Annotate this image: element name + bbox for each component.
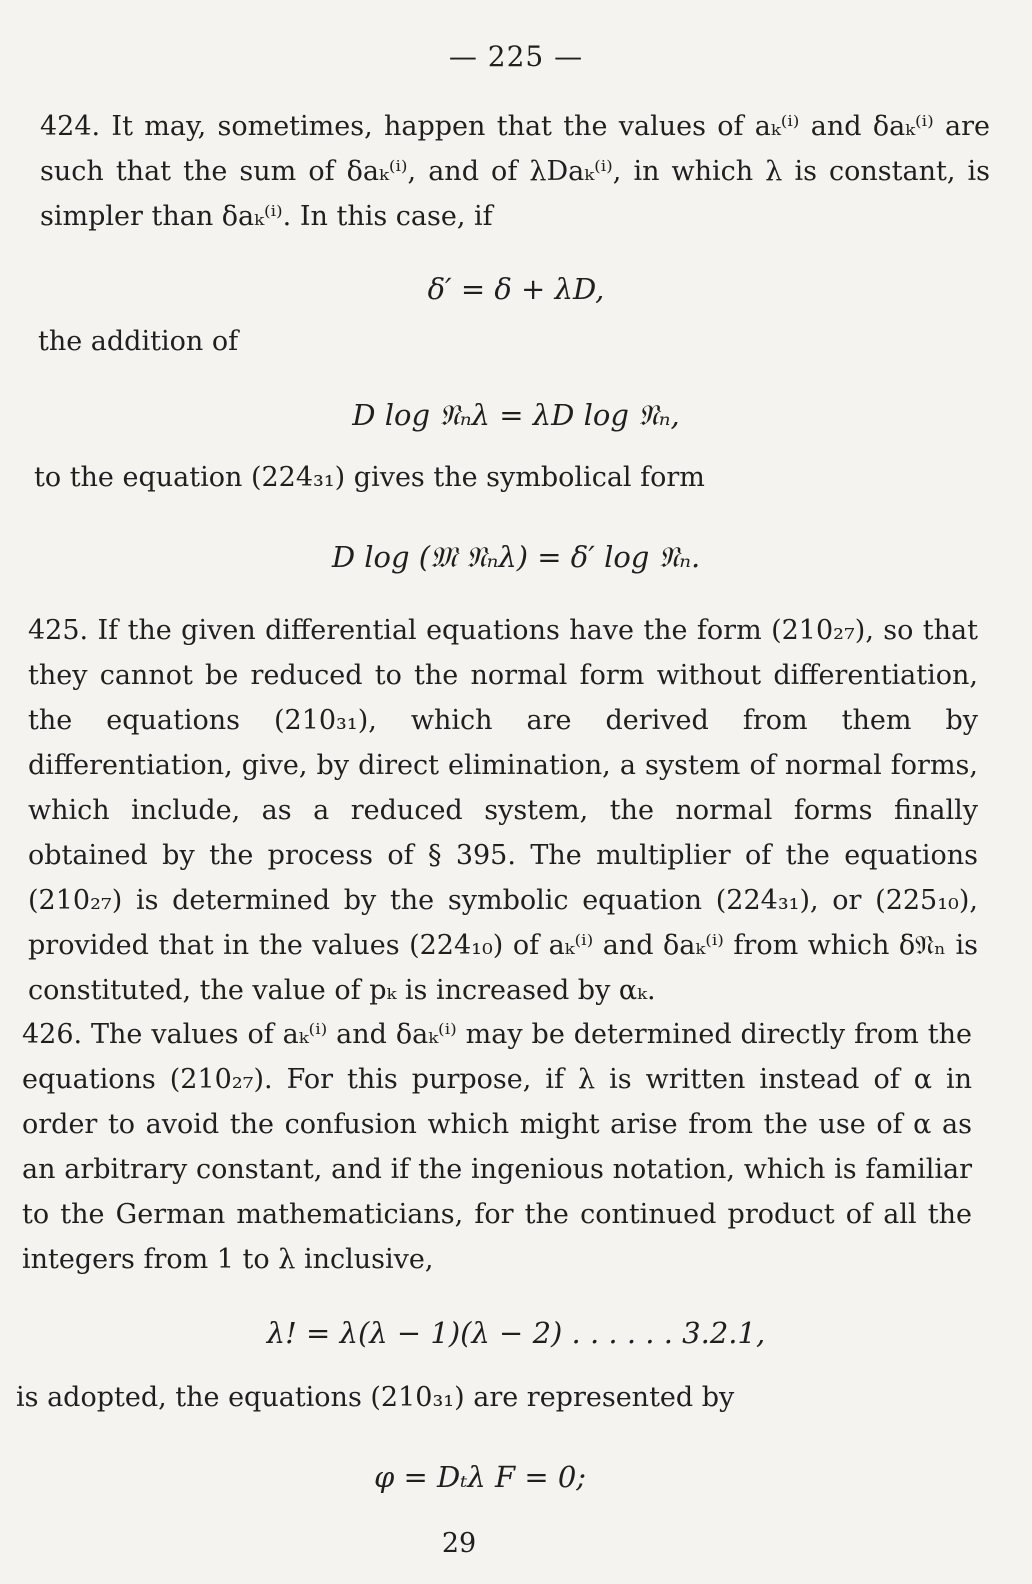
equation-delta-prime: δ′ = δ + λD,: [427, 272, 605, 306]
paragraph-426: 426. The values of aₖ⁽ⁱ⁾ and δaₖ⁽ⁱ⁾ may be determined directly from the equations (210₂₇). For this purpose, if λ is written instead of α in order to avoid the confusion which might arise from the use of α as an arbitrary constant, and if the ingenious notation, which is familiar to the German mathematicians, for the continued product of all the integers from 1 to λ inclusive,: [22, 1019, 972, 1275]
equation-symbolical-form: D log (𝔐 𝔑ₙλ) = δ′ log 𝔑ₙ.: [331, 540, 701, 574]
equation-phi: φ = Dₜλ F = 0;: [373, 1460, 587, 1494]
text-to-the-equation: to the equation (224₃₁) gives the symbolical form: [34, 462, 705, 493]
text-is-adopted: is adopted, the equations (210₃₁) are represented by: [16, 1382, 735, 1413]
page-header: — 225 —: [448, 40, 584, 73]
paragraph-425: 425. If the given differential equations have the form (210₂₇), so that they cannot be reduced to the normal form without differentiation, the equations (210₃₁), which are derived from them by differentiation, give, by direct elimination, a system of normal forms, which include, as a reduced system, the normal forms finally obtained by the process of § 395. The multiplier of the equations (210₂₇) is determined by the symbolic equation (224₃₁), or (225₁₀), provided that in the values (224₁₀) of aₖ⁽ⁱ⁾ and δaₖ⁽ⁱ⁾ from which δ𝔑ₙ is constituted, the value of pₖ is increased by αₖ.: [28, 615, 978, 1006]
equation-factorial: λ! = λ(λ − 1)(λ − 2) . . . . . . 3.2.1,: [266, 1316, 766, 1350]
text-addition-of: the addition of: [38, 326, 239, 357]
page-signature: 29: [441, 1528, 477, 1559]
equation-dlog: D log 𝔑ₙλ = λD log 𝔑ₙ,: [352, 398, 680, 432]
paragraph-424: 424. It may, sometimes, happen that the values of aₖ⁽ⁱ⁾ and δaₖ⁽ⁱ⁾ are such that the sum of δaₖ⁽ⁱ⁾, and of λDaₖ⁽ⁱ⁾, in which λ is constant, is simpler than δaₖ⁽ⁱ⁾. In this case, if: [40, 111, 990, 232]
